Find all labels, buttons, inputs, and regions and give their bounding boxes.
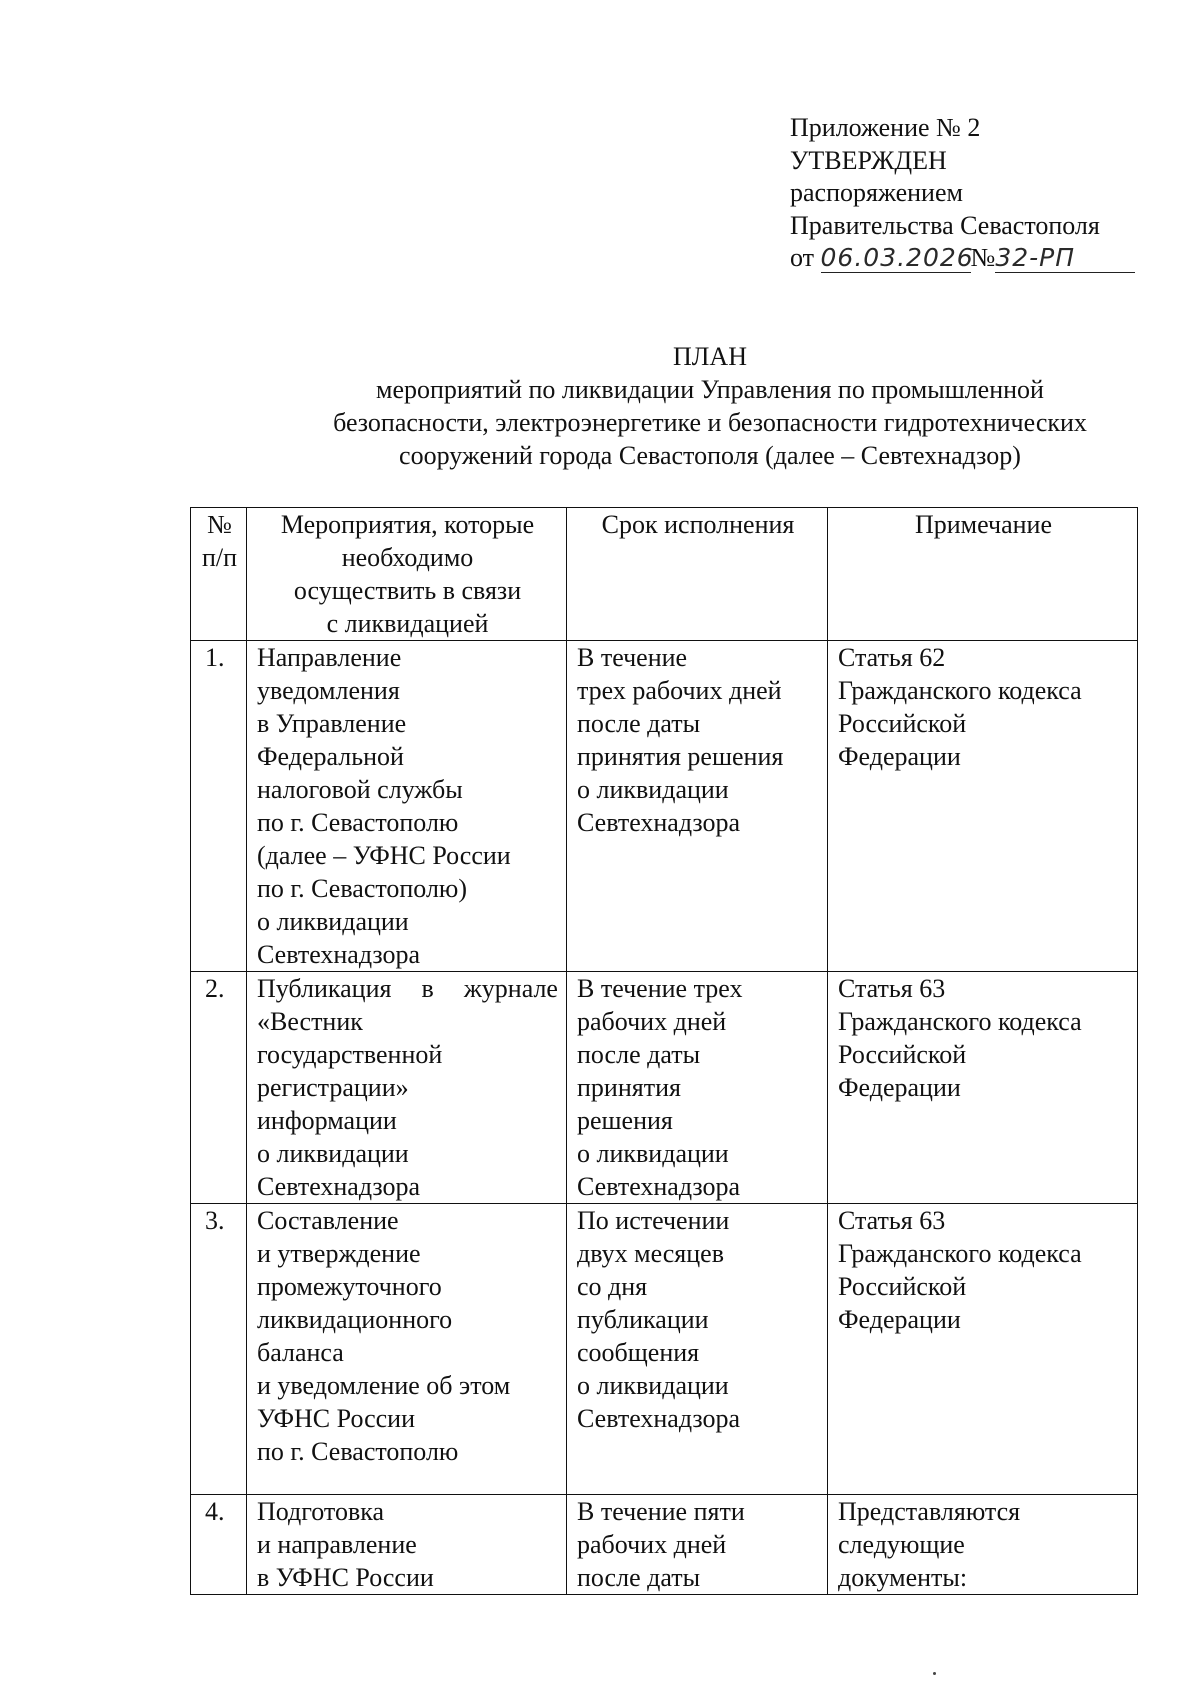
appendix-label: Приложение № 2	[790, 113, 981, 142]
handwritten-number: 32-РП	[995, 244, 1135, 273]
row-action: Публикация в журнале «Вестник государственной регистрации» информации о ликвидации Севтехнадзора	[247, 972, 567, 1204]
table-row	[191, 1495, 1138, 1595]
row-number: 4.	[191, 1495, 247, 1595]
header-note: Примечание	[828, 508, 1138, 641]
row-term: В течение трех рабочих дней после даты принятия решения о ликвидации Севтехнадзора	[567, 641, 828, 972]
table-row	[191, 972, 1138, 1204]
row-term: В течение пяти рабочих дней после даты	[567, 1495, 828, 1595]
row-note: Представляются следующие документы:	[828, 1495, 1138, 1595]
plan-subtitle-line-1: мероприятий по ликвидации Управления по промышленной	[376, 375, 1044, 404]
order-date-number	[790, 242, 1135, 275]
scan-speck	[933, 1672, 936, 1675]
row-term: В течение трех рабочих дней после даты принятия решения о ликвидации Севтехнадзора	[567, 972, 828, 1204]
handwritten-date: 06.03.2026	[820, 243, 974, 272]
document-title	[250, 340, 1170, 472]
row-action: Направление уведомления в Управление Федеральной налоговой службы по г. Севастополю (далее – УФНС России по г. Севастополю) о ликвидации Севтехнадзора	[247, 641, 567, 972]
plan-heading: ПЛАН	[673, 342, 747, 371]
row-number: 2.	[191, 972, 247, 1204]
row-action: Составление и утверждение промежуточного ликвидационного баланса и уведомление об этом УФНС России по г. Севастополю	[247, 1204, 567, 1495]
table-row	[191, 641, 1138, 972]
plan-subtitle-line-2: безопасности, электроэнергетике и безопасности гидротехнических	[333, 408, 1087, 437]
header-num: № п/п	[191, 508, 247, 641]
number-label: №	[970, 243, 996, 272]
row-term: По истечении двух месяцев со дня публикации сообщения о ликвидации Севтехнадзора	[567, 1204, 828, 1495]
government-label: Правительства Севастополя	[790, 210, 1100, 240]
row-action: Подготовка и направление в УФНС России	[247, 1495, 567, 1595]
header-term: Срок исполнения	[567, 508, 828, 641]
order-label: распоряжением	[790, 178, 963, 207]
table-row	[191, 1204, 1138, 1495]
table-header-row	[191, 508, 1138, 641]
row-number: 3.	[191, 1204, 247, 1495]
from-label: от	[790, 243, 815, 272]
approval-block	[790, 112, 1135, 275]
approved-label: УТВЕРЖДЕН	[790, 145, 947, 175]
header-action: Мероприятия, которые необходимо осуществить в связи с ликвидацией	[247, 508, 567, 641]
row-note: Статья 62 Гражданского кодекса Российской Федерации	[828, 641, 1138, 972]
plan-subtitle-line-3: сооружений города Севастополя (далее – Севтехнадзор)	[399, 441, 1021, 470]
row-number: 1.	[191, 641, 247, 972]
row-note: Статья 63 Гражданского кодекса Российской Федерации	[828, 1204, 1138, 1495]
plan-table	[190, 507, 1138, 1595]
row-note: Статья 63 Гражданского кодекса Российской Федерации	[828, 972, 1138, 1204]
